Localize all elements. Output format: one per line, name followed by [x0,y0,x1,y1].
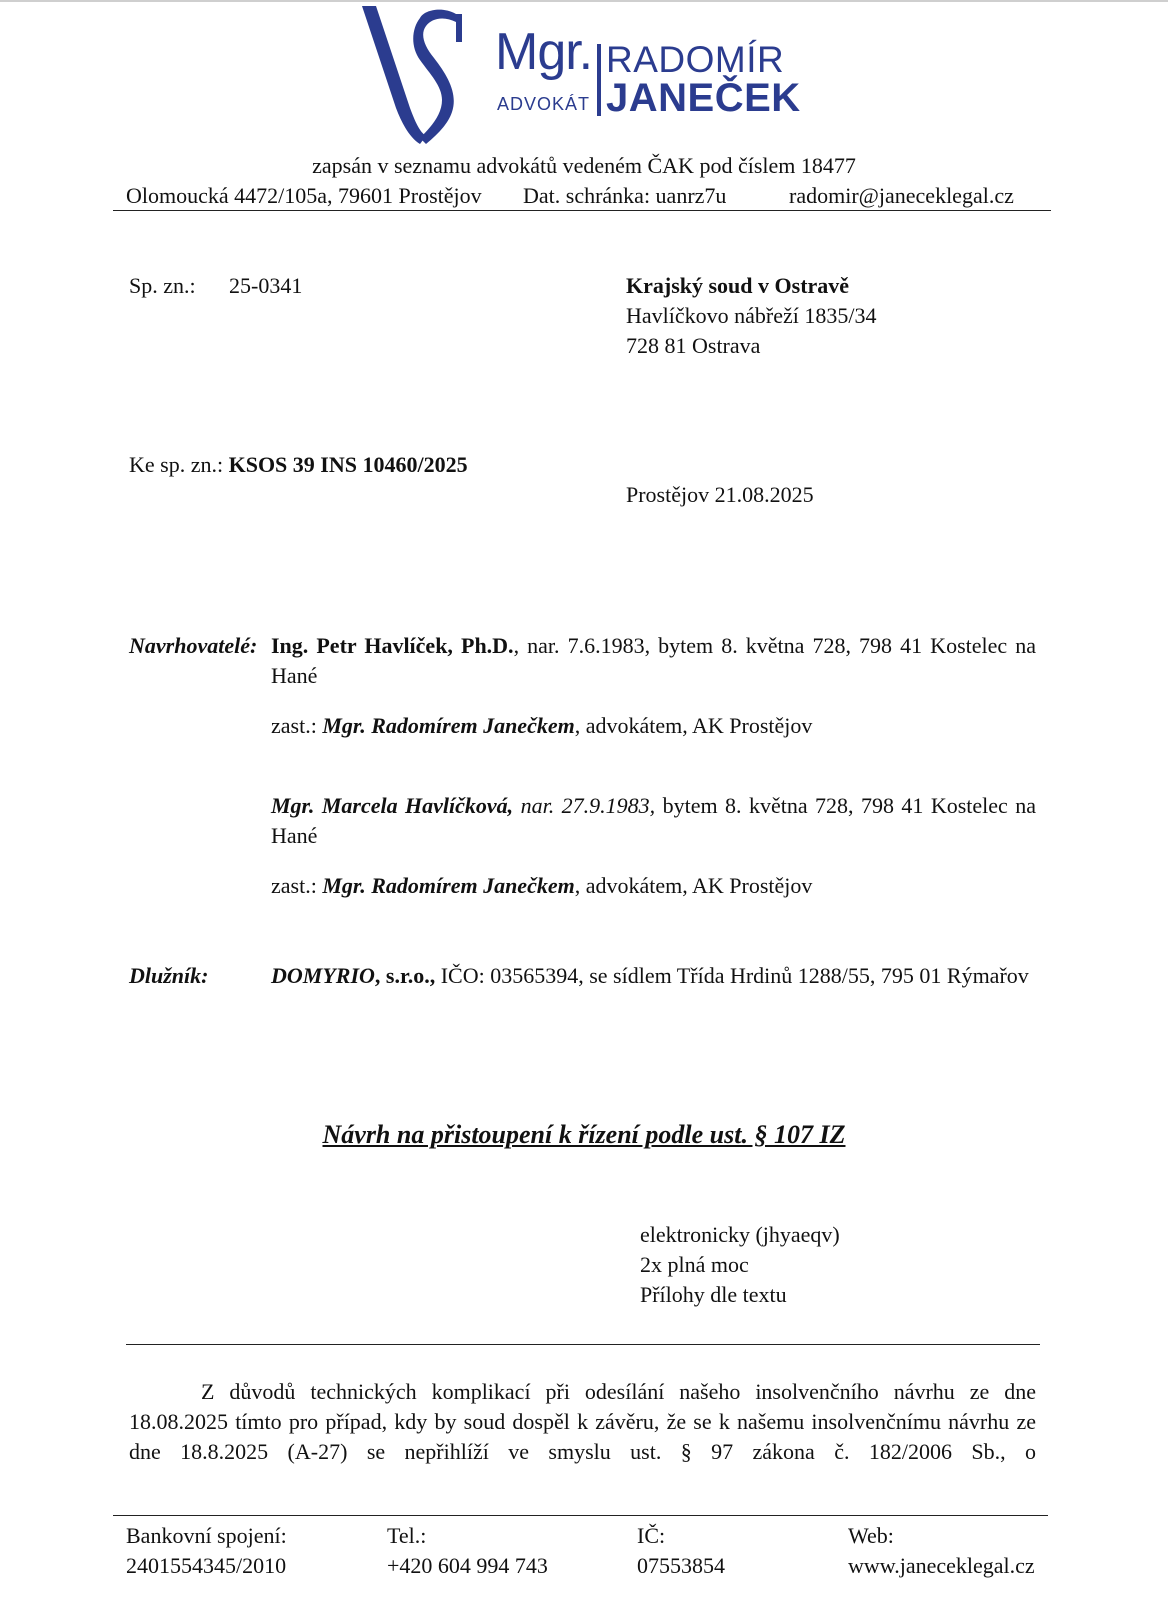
petitioner-2-name: Mgr. Marcela Havlíčková, [271,793,514,818]
logo-first-name: RADOMÍR [606,39,785,80]
footer-rule [113,1515,1048,1516]
body-paragraph: Z důvodů technických komplikací při odesílání našeho insolvenčního návrhu ze dne 18.08.2025 tímto pro případ, kdy by soud dospěl k závěru, že se k našemu insolvenčnímu návrhu ze dne 18.8.2025 (A-27) se nepřihlíží ve smyslu ust. § 97 zákona č. 182/2006 Sb., o [129,1379,1036,1464]
petitioner-2-representative [271,871,812,901]
attachment-item: 2x plná moc [640,1252,749,1277]
recipient-city: 728 81 Ostrava [626,333,761,358]
footer-ic-label: IČ: [637,1523,666,1548]
register-line: zapsán v seznamu advokátů vedeném ČAK pod číslem 18477 [312,153,856,178]
attachment-item: elektronicky (jhyaeqv) [640,1222,840,1247]
footer-web-link[interactable]: www.janeceklegal.cz [848,1553,1035,1578]
debtor-label: Dlužník: [129,963,209,988]
debtor-name: DOMYRIO [271,963,375,988]
firm-address: Olomoucká 4472/105a, 79601 Prostějov [126,183,482,208]
attachment-item: Přílohy dle textu [640,1282,787,1307]
petitioner-1-name: Ing. Petr Havlíček, Ph.D. [271,633,514,658]
debtor-form: , s.r.o., [374,963,436,988]
page-top-border [0,0,1168,2]
petitioners-label: Navrhovatelé: [129,633,258,658]
place-date: Prostějov 21.08.2025 [626,482,814,507]
footer-ic-value: 07553854 [637,1553,725,1578]
case-reference [129,450,468,480]
debtor [271,961,1036,991]
document-title: Návrh na přistoupení k řízení podle ust. § 107 IZ [322,1120,846,1149]
logo-monogram-icon [362,4,482,150]
petitioner-2-details: bytem 8. května 728, 798 41 Kostelec na Hané [271,793,1036,848]
case-ref-label: Ke sp. zn.: [129,452,224,477]
rep-suffix: , advokátem, AK Prostějov [574,873,813,898]
reference-value: 25-0341 [229,273,303,298]
logo-title: Mgr. [495,23,593,81]
logo-divider [597,44,601,116]
data-box: Dat. schránka: uanrz7u [523,183,727,208]
petitioner-1-details: , nar. 7.6.1983, bytem 8. května 728, 798 41 Kostelec na Hané [271,633,1036,688]
reference-label: Sp. zn.: [129,273,196,298]
footer-bank-value: 2401554345/2010 [126,1553,287,1578]
logo-last-name: JANEČEK [606,76,801,120]
representative-name: Mgr. Radomírem Janečkem [322,713,575,738]
debtor-details: IČO: 03565394, se sídlem Třída Hrdinů 1288/55, 795 01 Rýmařov [435,963,1029,988]
rep-suffix: , advokátem, AK Prostějov [574,713,813,738]
petitioner-2-birth: nar. 27.9.1983, [513,793,656,818]
petitioner-1-representative [271,711,812,741]
case-ref-value: KSOS 39 INS 10460/2025 [228,452,468,477]
footer-bank-label: Bankovní spojení: [126,1523,287,1548]
petitioner-1 [271,631,1036,691]
rep-prefix: zast.: [271,873,317,898]
header-rule [113,210,1051,211]
firm-email: radomir@janeceklegal.cz [789,183,1014,208]
recipient-name: Krajský soud v Ostravě [626,273,850,298]
footer-phone-label: Tel.: [387,1523,427,1548]
law-firm-logo [362,4,801,150]
footer-phone-value: +420 604 994 743 [387,1553,548,1578]
recipient-street: Havlíčkovo nábřeží 1835/34 [626,303,877,328]
content-rule [126,1344,1040,1345]
logo-profession: ADVOKÁT [497,94,591,114]
rep-prefix: zast.: [271,713,317,738]
representative-name: Mgr. Radomírem Janečkem [322,873,575,898]
petitioner-2 [271,791,1036,851]
footer-web-label: Web: [848,1523,894,1548]
